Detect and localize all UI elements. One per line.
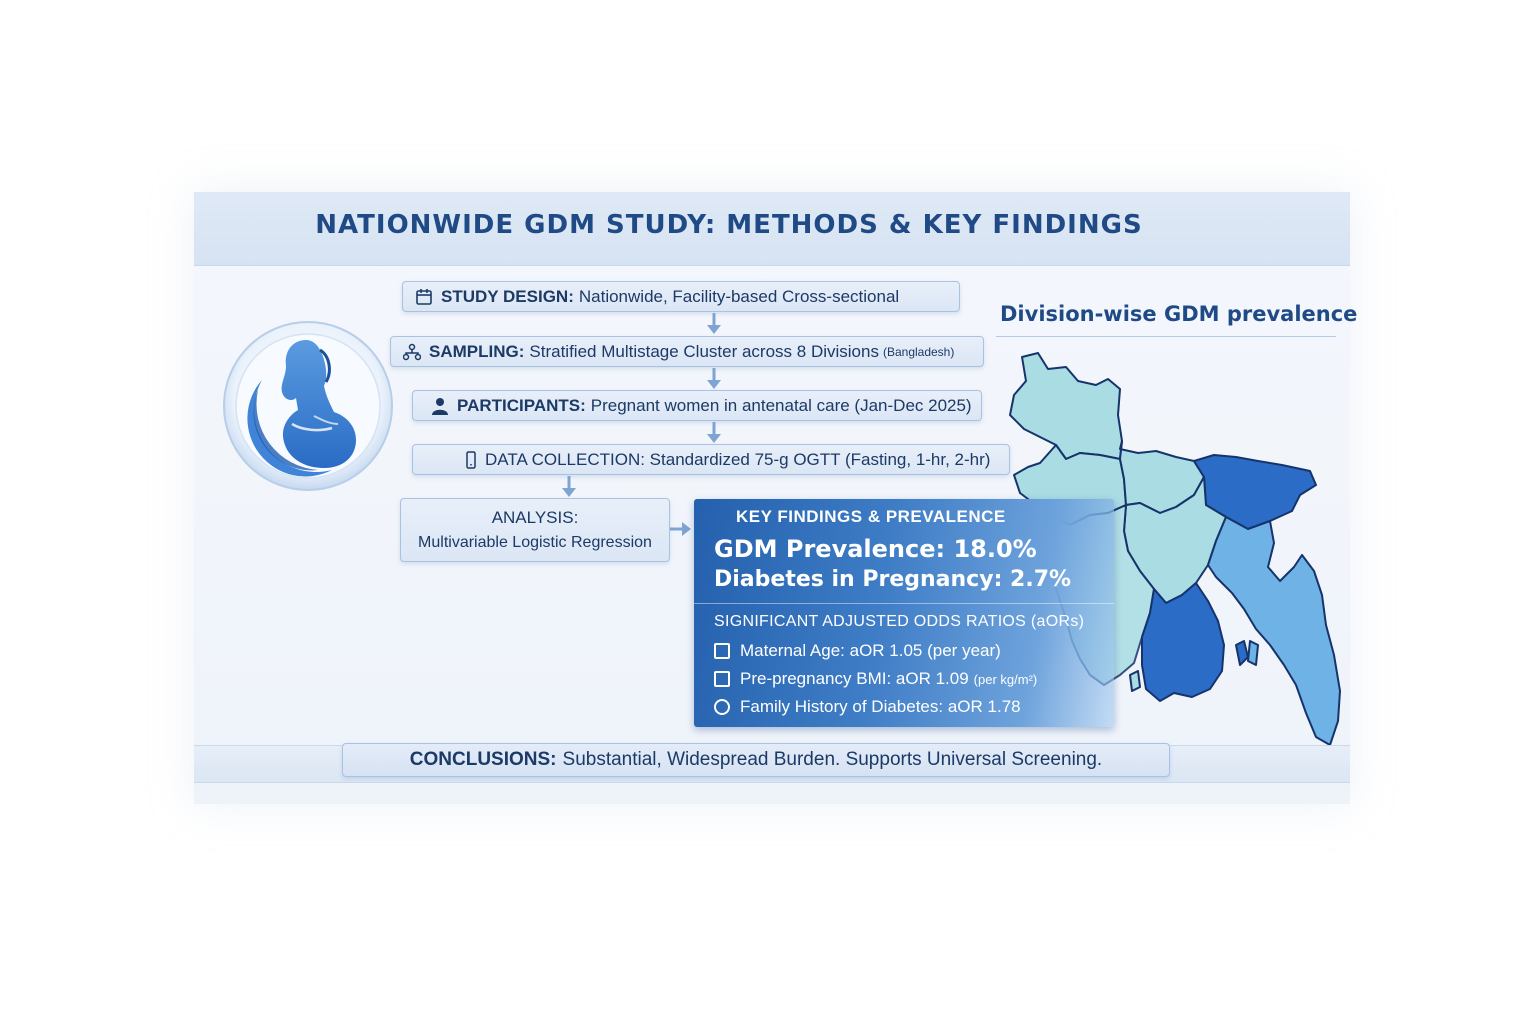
pregnant-woman-icon bbox=[222, 320, 394, 492]
map-division-chattogram bbox=[1208, 517, 1340, 745]
findings-heading: KEY FINDINGS & PREVALENCE bbox=[736, 507, 1006, 526]
map-division-barishal bbox=[1142, 583, 1224, 701]
participants-label: PARTICIPANTS: bbox=[457, 395, 586, 415]
gdm-prevalence: GDM Prevalence: 18.0% bbox=[714, 535, 1037, 563]
page-title: NATIONWIDE GDM STUDY: METHODS & KEY FINDINGS bbox=[315, 210, 1143, 240]
analysis-box bbox=[400, 498, 670, 562]
data-collection-text: DATA COLLECTION: Standardized 75-g OGTT (Fasting, 1-hr, 2-hr) bbox=[485, 449, 991, 469]
sampling-label: SAMPLING: bbox=[429, 341, 525, 361]
aor-note: (per kg/m²) bbox=[973, 671, 1038, 687]
key-findings-panel bbox=[694, 499, 1114, 727]
conclusion-label: CONCLUSIONS: bbox=[409, 749, 557, 770]
data-collection-box bbox=[412, 444, 1010, 475]
arrow-right-icon bbox=[670, 521, 692, 537]
conclusion-box bbox=[342, 743, 1170, 777]
aor-heading: SIGNIFICANT ADJUSTED ODDS RATIOS (aORs) bbox=[714, 613, 1085, 630]
aor-text: Maternal Age: aOR 1.05 (per year) bbox=[740, 641, 1001, 660]
calendar-icon bbox=[714, 643, 730, 659]
aor-text: Pre-pregnancy BMI: aOR 1.09 bbox=[740, 669, 969, 688]
phone-icon bbox=[465, 451, 477, 469]
arrow-down-icon bbox=[706, 313, 722, 335]
map-division-rangpur bbox=[1010, 353, 1122, 459]
person-icon bbox=[431, 397, 449, 415]
study-design-text: Nationwide, Facility-based Cross-sectional bbox=[578, 286, 900, 306]
arrow-down-icon bbox=[706, 422, 722, 444]
calendar-icon bbox=[415, 288, 433, 306]
divider bbox=[694, 603, 1114, 604]
sampling-box bbox=[390, 336, 984, 367]
sampling-note: (Bangladesh) bbox=[882, 344, 955, 359]
study-design-label: STUDY DESIGN: bbox=[441, 286, 574, 306]
analysis-label: ANALYSIS: bbox=[491, 508, 579, 527]
conclusion-text: Substantial, Widespread Burden. Supports Universal Screening. bbox=[562, 749, 1103, 770]
participants-box bbox=[412, 390, 982, 421]
participants-text: Pregnant women in antenatal care (Jan-Dec 2025) bbox=[590, 395, 972, 415]
network-icon bbox=[403, 343, 421, 361]
study-design-box bbox=[402, 281, 960, 312]
scale-icon bbox=[714, 671, 730, 687]
diabetes-in-pregnancy: Diabetes in Pregnancy: 2.7% bbox=[714, 567, 1072, 592]
analysis-text: Multivariable Logistic Regression bbox=[418, 534, 652, 551]
aor-item-maternal-age bbox=[714, 641, 1001, 661]
arrow-down-icon bbox=[706, 368, 722, 390]
family-icon bbox=[714, 699, 730, 715]
aor-text: Family History of Diabetes: aOR 1.78 bbox=[740, 697, 1021, 716]
divider bbox=[996, 336, 1336, 337]
sampling-text: Stratified Multistage Cluster across 8 Divisions bbox=[529, 341, 879, 361]
arrow-down-icon bbox=[561, 476, 577, 498]
aor-item-family-history bbox=[714, 697, 1021, 717]
map-title: Division-wise GDM prevalence bbox=[1000, 302, 1358, 326]
aor-item-bmi bbox=[714, 669, 1037, 689]
